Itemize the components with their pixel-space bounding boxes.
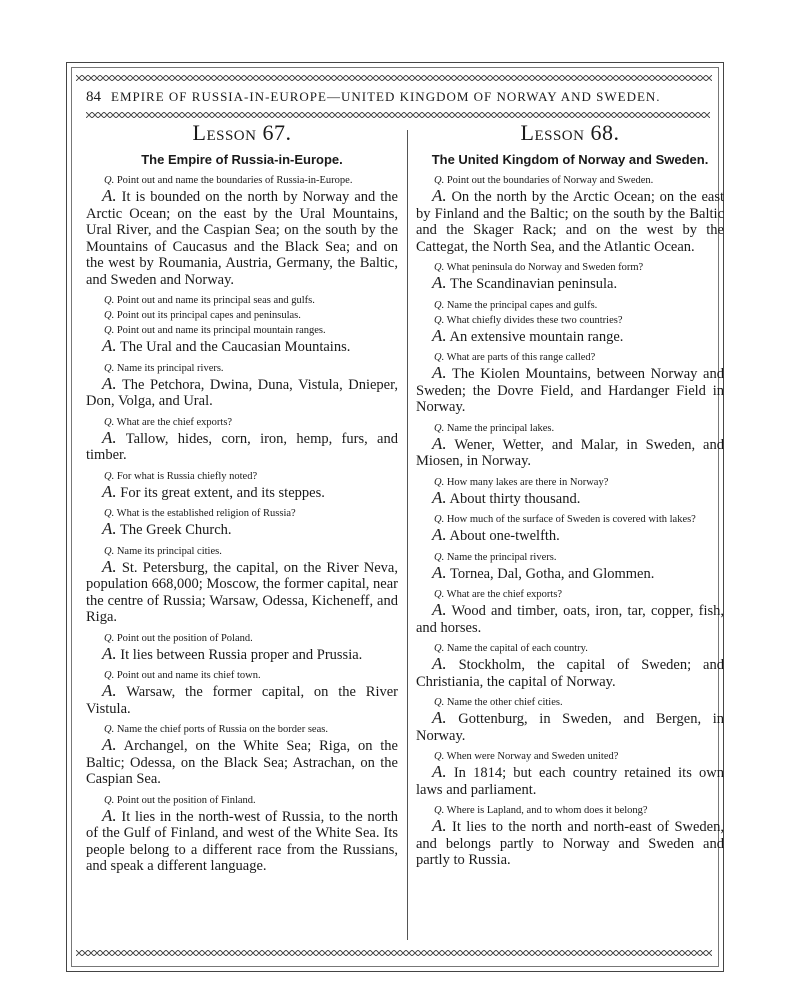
question-label: Q. (434, 589, 445, 600)
question (86, 310, 398, 321)
question (416, 552, 724, 563)
question-label: Q. (104, 362, 115, 374)
answer-text: Wener, Wetter, and Malar, in Sweden, and Miosen, in Norway. (416, 436, 724, 469)
answer-label: A. (432, 654, 447, 673)
question-label: Q. (434, 643, 445, 654)
question-label: Q. (434, 314, 445, 326)
question-label: Q. (434, 352, 445, 363)
question-text: Point out and name its chief town. (116, 670, 261, 681)
lesson-68-column (416, 120, 724, 876)
answer (86, 556, 398, 626)
answer-text: Tallow, hides, corn, iron, hemp, furs, and timber. (86, 430, 398, 463)
answer-text: The Petchora, Dwina, Duna, Vistula, Dnieper, Don, Volga, and Ural. (86, 376, 398, 409)
question-label: Q. (104, 175, 115, 186)
answer-label: A. (102, 519, 117, 538)
answer-label: A. (102, 373, 117, 393)
question (416, 643, 724, 654)
answer-text: Archangel, on the White Sea; Riga, on the Baltic; Odessa, on the Black Sea; Astrachan, on the Caspian Sea. (86, 738, 398, 787)
answer (416, 275, 724, 293)
question-label: Q. (434, 175, 445, 186)
question-text: Point out and name the boundaries of Russia-in-Europe. (116, 175, 353, 186)
question (416, 514, 724, 525)
question-label: Q. (104, 724, 115, 735)
answer-label: A. (102, 556, 117, 576)
question-text: Name the chief ports of Russia on the border seas. (116, 724, 328, 735)
answer (416, 433, 724, 470)
question-text: What are parts of this range called? (446, 352, 596, 363)
question (416, 477, 724, 488)
question-text: Name its principal rivers. (116, 362, 224, 374)
question (86, 795, 398, 806)
question-text: Name its principal cities. (116, 545, 222, 557)
lesson-67-subtitle: The Empire of Russia-in-Europe. (141, 152, 343, 167)
question (416, 805, 724, 816)
question-text: What is the established religion of Russia? (116, 508, 296, 519)
question-text: Name the principal lakes. (446, 422, 555, 434)
answer-label: A. (102, 186, 117, 205)
question (86, 633, 398, 644)
answer-label: A. (102, 805, 117, 825)
question-label: Q. (104, 545, 115, 557)
question-label: Q. (434, 299, 445, 311)
answer (86, 427, 398, 464)
question-text: When were Norway and Sweden united? (446, 751, 619, 762)
question (416, 423, 724, 434)
answer-label: A. (432, 762, 447, 781)
answer (416, 487, 724, 508)
answer (86, 643, 398, 664)
question-text: Point out the boundaries of Norway and Sweden. (446, 175, 654, 186)
answer (416, 764, 724, 798)
question-label: Q. (434, 551, 445, 563)
answer-text: St. Petersburg, the capital, on the River Neva, population 668,000; Moscow, the former capital, near the centre of Russia; Warsaw, Odessa, Kicheneff, and Riga. (86, 559, 398, 625)
question (86, 670, 398, 681)
question-text: Where is Lapland, and to whom does it belong? (446, 805, 648, 816)
question-text: Name the principal rivers. (446, 551, 557, 563)
question-text: What peninsula do Norway and Sweden form? (446, 262, 644, 273)
question-text: Name the principal capes and gulfs. (446, 299, 598, 311)
answer-text: The Greek Church. (120, 522, 232, 538)
answer-text: In 1814; but each country retained its own laws and parliament. (416, 765, 724, 798)
answer (86, 737, 398, 788)
question-label: Q. (104, 295, 115, 306)
question-text: Point out the position of Finland. (116, 794, 256, 806)
lesson-67-questions (86, 175, 398, 875)
question-label: Q. (434, 805, 445, 816)
answer-label: A. (432, 325, 447, 345)
answer-text: For its great extent, and its steppes. (120, 484, 325, 501)
answer-label: A. (432, 600, 447, 619)
question-text: Point out its principal capes and peninsulas. (116, 310, 301, 321)
question (86, 417, 398, 428)
question (86, 724, 398, 735)
column-divider (407, 130, 408, 940)
answer (86, 683, 398, 717)
question (416, 262, 724, 273)
answer-label: A. (432, 433, 447, 453)
question-label: Q. (434, 476, 445, 488)
question-text: Point out and name its principal mountain ranges. (116, 325, 326, 336)
answer-text: It is bounded on the north by Norway and the Arctic Ocean; on the east by the Ural Mountains, Ural River, and the Caspian Sea; on the south by the Mountains of Caucasus and the Black Sea; and on the west by Roumania, Austria, Germany, the Baltic, and Sweden and Norway. (86, 189, 398, 288)
answer (416, 325, 724, 346)
answer (86, 188, 398, 288)
running-header (86, 86, 710, 108)
question (416, 589, 724, 600)
question-text: Name the capital of each country. (446, 643, 588, 654)
lesson-68-heading: Lesson 68. (520, 120, 620, 145)
question-label: Q. (104, 670, 115, 681)
answer-text: About thirty thousand. (449, 490, 581, 507)
question (86, 546, 398, 557)
question-label: Q. (104, 632, 115, 644)
question-text: How many lakes are there in Norway? (446, 476, 609, 488)
question (416, 751, 724, 762)
question-text: What chiefly divides these two countries? (446, 314, 623, 326)
answer-text: The Kiolen Mountains, between Norway and Sweden; the Dovre Field, and Hardanger Field in Norway. (416, 366, 724, 415)
question-text: How much of the surface of Sweden is covered with lakes? (446, 514, 696, 525)
question (86, 363, 398, 374)
answer-text: The Scandinavian peninsula. (450, 276, 618, 292)
answer-label: A. (432, 562, 447, 582)
question-label: Q. (104, 416, 115, 428)
question-label: Q. (104, 508, 115, 519)
answer-label: A. (432, 525, 447, 544)
answer-text: An extensive mountain range. (449, 328, 624, 345)
answer-text: Warsaw, the former capital, on the River Vistula. (86, 684, 398, 717)
question-label: Q. (104, 310, 115, 321)
answer (86, 373, 398, 410)
answer (86, 338, 398, 356)
lesson-68-subtitle: The United Kingdom of Norway and Sweden. (431, 152, 709, 167)
question-label: Q. (434, 697, 445, 708)
question-label: Q. (104, 794, 115, 806)
answer-label: A. (102, 643, 117, 663)
answer-text: Wood and timber, oats, iron, tar, copper, fish, and horses. (416, 603, 724, 636)
top-ornament-border (76, 75, 712, 81)
question (416, 315, 724, 326)
question-text: Name the other chief cities. (446, 697, 563, 708)
answer (416, 710, 724, 744)
answer-text: About one-twelfth. (449, 528, 560, 544)
answer (416, 602, 724, 636)
answer (86, 521, 398, 539)
answer-text: It lies in the north-west of Russia, to the north of the Gulf of Finland, and west of the White Sea. Its people belong to a different race from the Russians, and speak a different language. (86, 808, 399, 874)
answer-label: A. (432, 273, 447, 292)
answer-label: A. (432, 186, 447, 205)
answer-label: A. (432, 708, 447, 727)
answer-text: It lies to the north and north-east of Sweden, and belongs partly to Norway and Sweden and partly to Russia. (416, 819, 724, 868)
question (416, 352, 724, 363)
question-text: What are the chief exports? (446, 589, 563, 600)
question-text: For what is Russia chiefly noted? (116, 470, 258, 482)
question (86, 325, 398, 336)
answer-label: A. (432, 487, 447, 507)
question (86, 295, 398, 306)
answer (416, 562, 724, 583)
answer (416, 656, 724, 690)
question (86, 175, 398, 186)
running-title: EMPIRE OF RUSSIA-IN-EUROPE—UNITED KINGDOM OF NORWAY AND SWEDEN. (111, 89, 661, 104)
question-label: Q. (434, 514, 445, 525)
answer (416, 527, 724, 545)
question-text: What are the chief exports? (116, 416, 233, 428)
question-label: Q. (104, 325, 115, 336)
question (416, 300, 724, 311)
answer-label: A. (432, 363, 447, 382)
answer (416, 818, 724, 869)
question (86, 471, 398, 482)
answer (416, 365, 724, 416)
answer-label: A. (102, 735, 117, 754)
lesson-68-questions (416, 175, 724, 869)
answer-label: A. (102, 336, 117, 355)
answer-text: Stockholm, the capital of Sweden; and Christiania, the capital of Norway. (416, 657, 724, 690)
answer-label: A. (102, 427, 117, 447)
question (416, 175, 724, 186)
question-label: Q. (434, 262, 445, 273)
question-text: Point out and name its principal seas and gulfs. (116, 295, 315, 306)
answer (416, 188, 724, 255)
question-text: Point out the position of Poland. (116, 632, 253, 644)
lesson-67-heading: Lesson 67. (192, 120, 292, 145)
answer-label: A. (432, 816, 447, 835)
answer (86, 805, 399, 875)
answer (86, 481, 398, 502)
bottom-ornament-border (76, 950, 712, 956)
answer-text: It lies between Russia proper and Prussia. (120, 646, 363, 663)
question-label: Q. (434, 422, 445, 434)
page-number: 84 (86, 88, 101, 105)
answer-label: A. (102, 481, 117, 501)
header-rule (86, 112, 710, 118)
question (86, 508, 398, 519)
answer-text: On the north by the Arctic Ocean; on the east by Finland and the Baltic; on the south by the Baltic and the Skager Rack; and on the west by the Cattegat, the North Sea, and the Atlantic Ocean. (416, 189, 724, 255)
question-label: Q. (434, 751, 445, 762)
question (416, 697, 724, 708)
answer-label: A. (102, 681, 117, 700)
answer-text: The Ural and the Caucasian Mountains. (120, 339, 351, 355)
lesson-67-column (86, 120, 398, 882)
answer-text: Gottenburg, in Sweden, and Bergen, in Norway. (416, 711, 725, 744)
question-label: Q. (104, 470, 115, 482)
answer-text: Tornea, Dal, Gotha, and Glommen. (450, 565, 655, 582)
